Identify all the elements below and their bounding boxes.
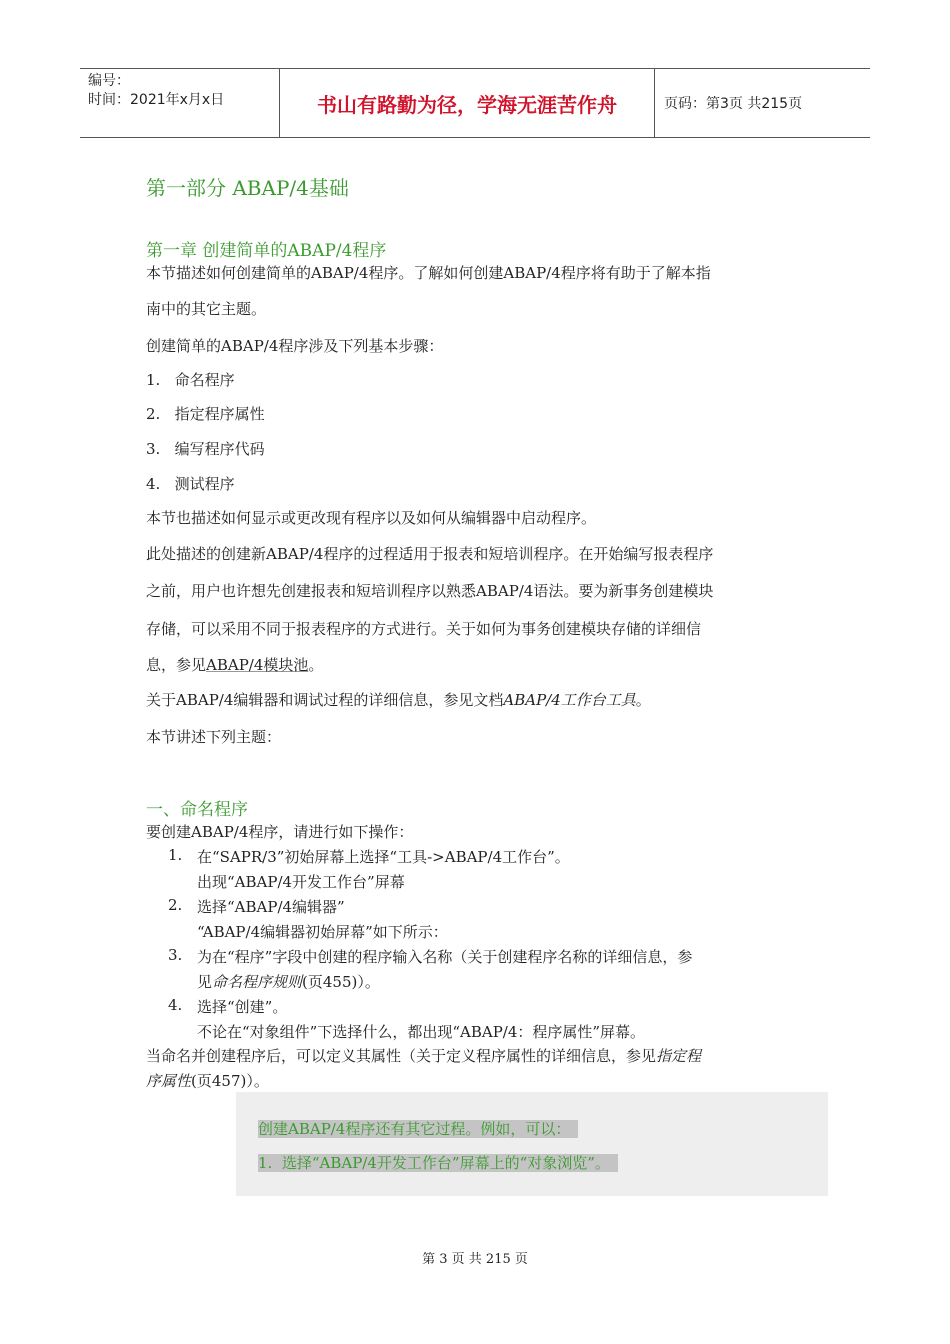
note-line2: 1. 选择“ABAP/4开发工作台”屏幕上的“对象浏览”。 [258,1152,618,1173]
step-number: 3. [168,946,183,964]
p4-suffix: 。 [308,656,324,674]
step-number: 1. [168,846,183,864]
step-number: 2. [168,896,183,914]
step-item: 4. 测试程序 [146,475,235,493]
after-prefix: 当命名并创建程序后，可以定义其属性（关于定义程序属性的详细信息，参见 [146,1047,657,1065]
step-subtext: 不论在“对象组件”下选择什么，都出现“ABAP/4：程序属性”屏幕。 [197,1023,646,1041]
intro-p5 [146,689,651,710]
intro-p4-line1: 此处描述的创建新ABAP/4程序的过程适用于报表和短培训程序。在开始编写报表程序 [146,545,714,563]
header-motto: 书山有路勤为径，学海无涯苦作舟 [280,69,655,137]
workbench-tools-title: ABAP/4工作台工具 [503,691,636,709]
note-box [236,1092,828,1196]
note-line1: 创建ABAP/4程序还有其它过程。例如，可以： [258,1118,578,1139]
step-subtext: 出现“ABAP/4开发工作台”屏幕 [197,873,405,891]
intro-p6: 本节讲述下列主题： [146,728,282,746]
chapter-heading: 第一章 创建简单的ABAP/4程序 [146,241,387,261]
section-heading: 一、命名程序 [146,800,248,820]
after-suffix: (页457)）。 [191,1072,269,1090]
intro-p4-line4 [146,654,323,675]
step-text: 选择“创建”。 [197,998,288,1016]
intro-p1-line1: 本节描述如何创建简单的ABAP/4程序。了解如何创建ABAP/4程序将有助于了解本指 [146,264,711,282]
part-heading: 第一部分 ABAP/4基础 [146,176,349,200]
time-label: 时间：2021年x月x日 [88,92,225,108]
step-subtext [197,971,380,992]
code-label: 编号： [88,73,130,89]
step-item: 2. 指定程序属性 [146,405,265,423]
module-pool-link[interactable]: ABAP/4模块池 [206,656,309,674]
naming-rules-ref: 命名程序规则 [212,973,303,991]
s3-prefix: 见 [197,973,213,991]
after-line1 [146,1045,701,1066]
intro-p4-line3: 存储，可以采用不同于报表程序的方式进行。关于如何为事务创建模块存储的详细信 [146,620,702,638]
step-item: 1. 命名程序 [146,371,235,389]
header-page-info: 页码：第3页 共215页 [664,96,803,112]
p5-prefix: 关于ABAP/4编辑器和调试过程的详细信息，参见文档 [146,691,504,709]
attributes-ref-part2: 序属性 [146,1072,192,1090]
page-footer: 第 3 页 共 215 页 [422,1252,528,1267]
intro-p1-line2: 南中的其它主题。 [146,300,267,318]
step-text: 选择“ABAP/4编辑器” [197,898,345,916]
p4-prefix: 息，参见 [146,656,207,674]
header-meta [80,69,280,137]
step-subtext: “ABAP/4编辑器初始屏幕”如下所示： [197,923,448,941]
section-lead: 要创建ABAP/4程序，请进行如下操作： [146,823,414,841]
intro-p2: 创建简单的ABAP/4程序涉及下列基本步骤： [146,337,444,355]
step-text: 在“SAPR/3”初始屏幕上选择“工具->ABAP/4工作台”。 [197,848,570,866]
intro-p4-line2: 之前，用户也许想先创建报表和短培训程序以熟悉ABAP/4语法。要为新事务创建模块 [146,582,714,600]
intro-p3: 本节也描述如何显示或更改现有程序以及如何从编辑器中启动程序。 [146,509,597,527]
step-text: 为在“程序”字段中创建的程序输入名称（关于创建程序名称的详细信息，参 [197,948,693,966]
page-header [80,68,870,138]
after-line2 [146,1070,269,1091]
attributes-ref-part1: 指定程 [656,1047,702,1065]
step-number: 4. [168,996,183,1014]
step-item: 3. 编写程序代码 [146,440,265,458]
s3-suffix: (页455)）。 [302,973,380,991]
p5-suffix: 。 [635,691,651,709]
